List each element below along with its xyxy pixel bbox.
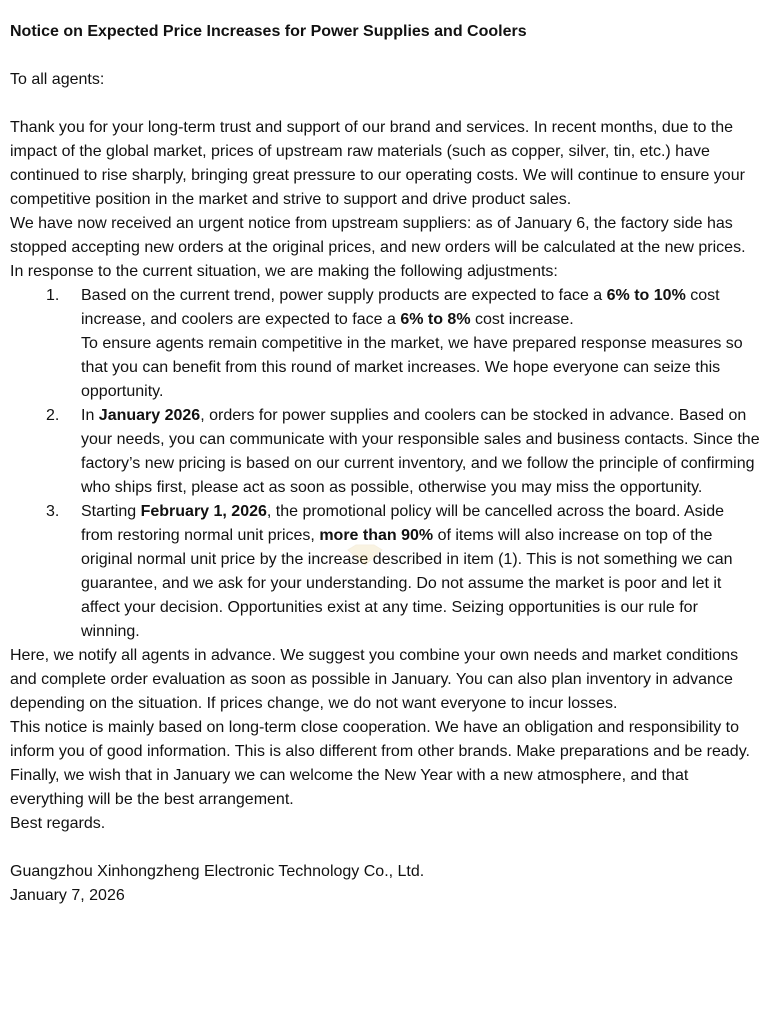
- company-name: Guangzhou Xinhongzheng Electronic Technology Co., Ltd.: [10, 863, 425, 880]
- sign-off: Best regards.: [10, 815, 106, 832]
- list-item-text: , the promotional policy will be cancelled across the board. Aside from restoring normal unit prices,: [81, 503, 725, 544]
- spacer: [10, 836, 760, 860]
- list-item-text: In: [81, 407, 99, 424]
- list-item-number: 1.: [46, 287, 60, 304]
- list-item-text: cost increase, and coolers are expected to face a: [81, 287, 720, 328]
- list-item-text: , orders for power supplies and coolers can be stocked in advance. Based on your needs, you can communicate with your responsible sales and business contacts. Since the factory’s new pricing is based on our current inventory, and we follow the principle of confirming who ships first, please act as soon as possible, otherwise you may miss the opportunity.: [81, 407, 760, 496]
- adjustment-list: [10, 284, 760, 644]
- list-item: [10, 404, 760, 500]
- closing-paragraph: This notice is mainly based on long-term close cooperation. We have an obligation and responsibility to inform you of good information. This is also different from other brands. Make preparations and be ready. Finally, we wish that in January we can welcome the New Year with a new atmosphere, and that everything will be the best arrangement.: [10, 719, 750, 808]
- intro-paragraph: Thank you for your long-term trust and support of our brand and services. In recent months, due to the impact of the global market, prices of upstream raw materials (such as copper, silver, tin, etc.) have continued to rise sharply, bringing great pressure to our operating costs. We will continue to ensure your competitive position in the market and strive to support and drive product sales.: [10, 119, 745, 208]
- list-item: [10, 500, 760, 644]
- advance-notice-paragraph: Here, we notify all agents in advance. We suggest you combine your own needs and market conditions and complete order evaluation as soon as possible in January. You can also plan inventory in advance depending on the situation. If prices change, we do not want everyone to incur losses.: [10, 647, 739, 712]
- spacer: [10, 44, 760, 68]
- list-item-emphasis: more than 90%: [319, 527, 434, 544]
- watermark-diamond-icon: [346, 543, 384, 567]
- list-item: [10, 284, 760, 404]
- list-item-text: Based on the current trend, power supply products are expected to face a: [81, 287, 607, 304]
- notice-paragraph: We have now received an urgent notice from upstream suppliers: as of January 6, the factory side has stopped accepting new orders at the original prices, and new orders will be calculated at the new prices. In response to the current situation, we are making the following adjustments:: [10, 215, 746, 280]
- list-item-emphasis: 6% to 10%: [606, 287, 686, 304]
- list-item-number: 3.: [46, 503, 60, 520]
- list-item-emphasis: 6% to 8%: [400, 311, 471, 328]
- list-item-emphasis: January 2026: [98, 407, 201, 424]
- document-title: Notice on Expected Price Increases for Power Supplies and Coolers: [10, 23, 527, 40]
- list-item-emphasis: February 1, 2026: [140, 503, 267, 520]
- spacer: [10, 92, 760, 116]
- document-date: January 7, 2026: [10, 887, 125, 904]
- list-item-number: 2.: [46, 407, 60, 424]
- list-item-text: Starting: [81, 503, 141, 520]
- salutation: To all agents:: [10, 71, 105, 88]
- notice-document: [10, 20, 760, 908]
- list-item-text: To ensure agents remain competitive in the market, we have prepared response measures so that you can benefit from this round of market increases. We hope everyone can seize this opportunity.: [81, 335, 743, 400]
- list-item-text: cost increase.: [470, 311, 574, 328]
- list-item-text: of items will also increase on top of the original normal unit price by the increase described in item (1). This is not something we can guarantee, and we ask for your understanding. Do not assume the market is poor and let it affect your decision. Opportunities exist at any time. Seizing opportunities is our rule for winning.: [81, 527, 733, 640]
